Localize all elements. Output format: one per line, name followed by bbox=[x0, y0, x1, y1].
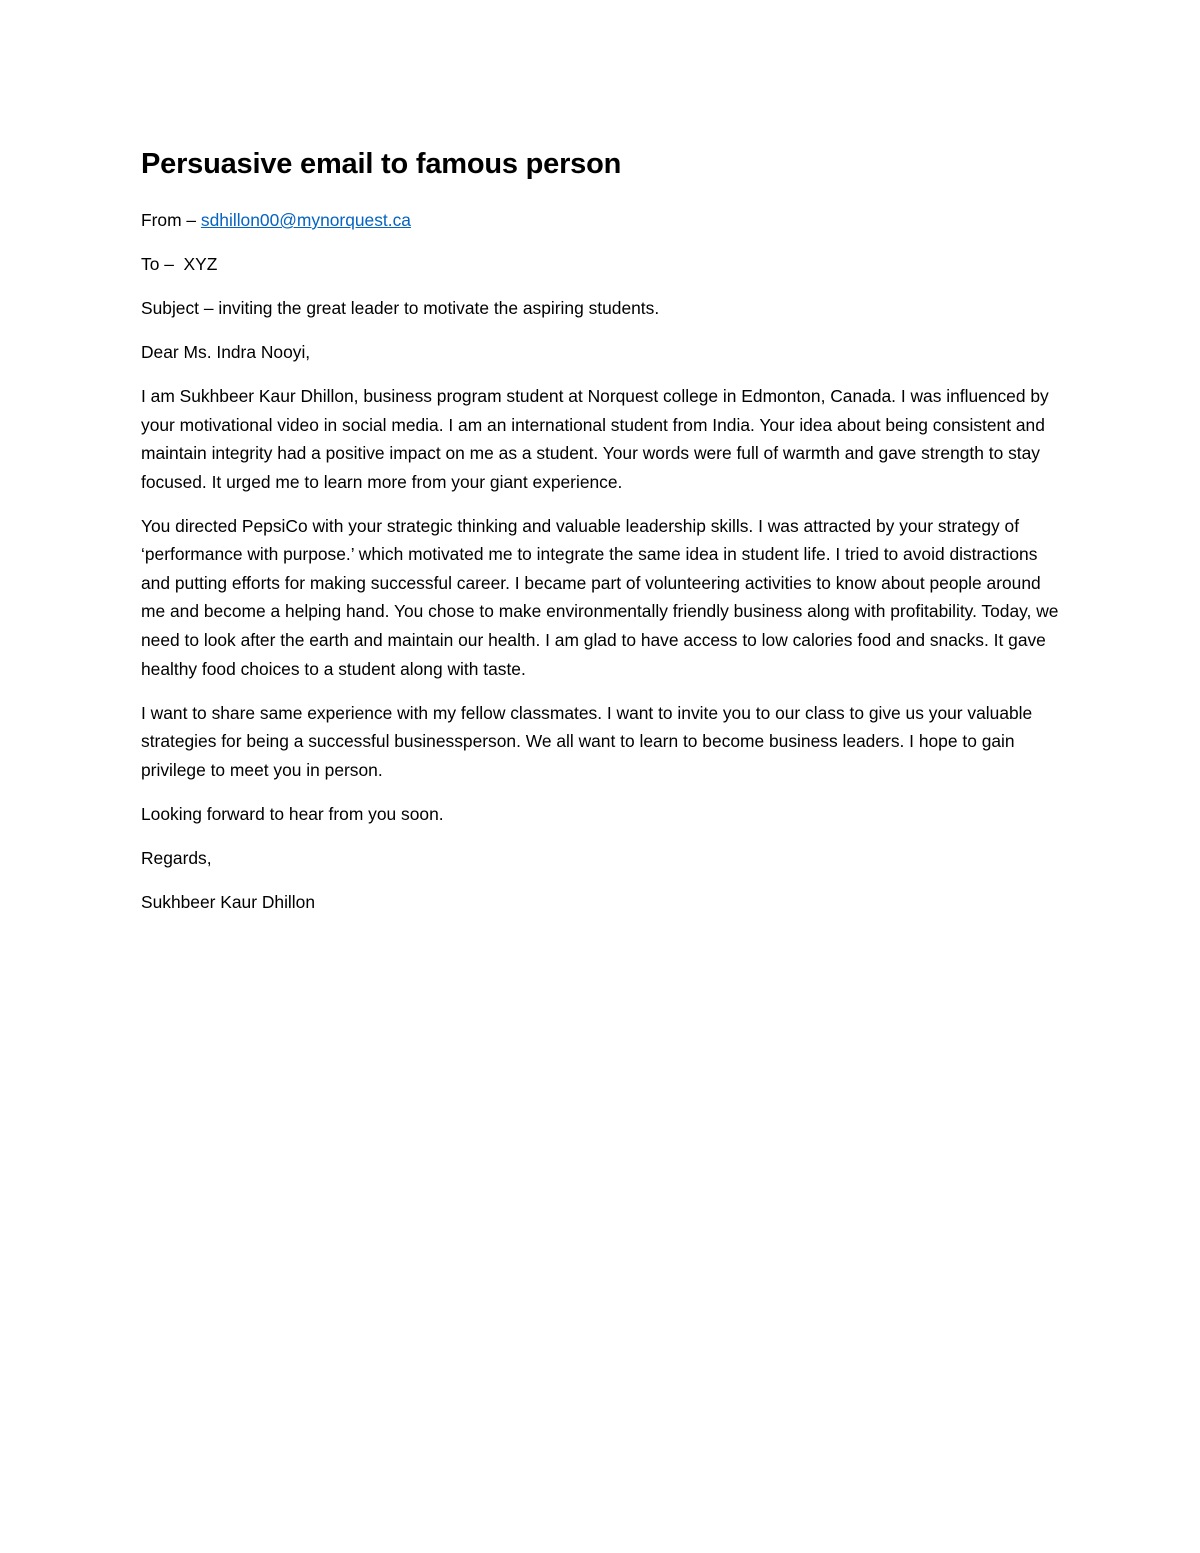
body-paragraph-1: I am Sukhbeer Kaur Dhillon, business program student at Norquest college in Edmonton, Canada. I was influenced by your motivational video in social media. I am an international student from India. Your idea about being consistent and maintain integrity had a positive impact on me as a student. Your words were full of warmth and gave strength to stay focused. It urged me to learn more from your giant experience. bbox=[141, 385, 1049, 492]
document-page bbox=[141, 140, 1061, 932]
subject-value: inviting the great leader to motivate the aspiring students. bbox=[218, 297, 660, 318]
subject-line bbox=[141, 294, 1061, 323]
subject-label: Subject – bbox=[141, 297, 219, 318]
document-title: Persuasive email to famous person bbox=[141, 148, 622, 180]
signature: Sukhbeer Kaur Dhillon bbox=[141, 891, 316, 912]
salutation: Dear Ms. Indra Nooyi, bbox=[141, 341, 311, 362]
from-email-link[interactable]: sdhillon00@mynorquest.ca bbox=[200, 210, 411, 230]
regards-line: Regards, bbox=[141, 847, 212, 868]
from-label: From – bbox=[141, 210, 201, 230]
body-paragraph-2: You directed PepsiCo with your strategic thinking and valuable leadership skills. I was attracted by your strategy of ‘performance with purpose.’ which motivated me to integrate the same idea in student life. I tried to avoid distractions and putting efforts for making successful career. I became part of volunteering activities to know about people around me and become a helping hand. You chose to make environmentally friendly business along with profitability. Today, we need to look after the earth and maintain our health. I am glad to have access to low calories food and snacks. It gave healthy food choices to a student along with taste. bbox=[141, 515, 1059, 679]
body-paragraph-3: I want to share same experience with my fellow classmates. I want to invite you to our class to give us your valuable strategies for being a successful businessperson. We all want to learn to become business leaders. I hope to gain privilege to meet you in person. bbox=[141, 702, 1033, 780]
from-line bbox=[141, 206, 1061, 235]
to-value: XYZ bbox=[183, 253, 218, 274]
closing-line: Looking forward to hear from you soon. bbox=[141, 803, 444, 824]
to-line bbox=[141, 250, 1061, 279]
to-label: To – bbox=[141, 253, 184, 274]
